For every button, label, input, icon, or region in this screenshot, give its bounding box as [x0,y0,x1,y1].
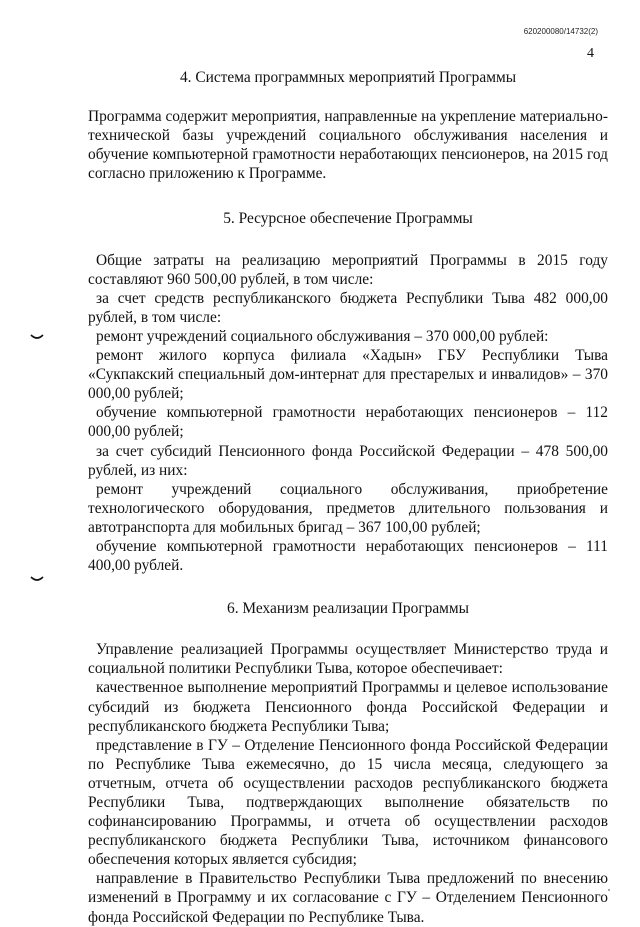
section-heading: 5. Ресурсное обеспечение Программы [223,210,473,228]
paragraph: Управление реализацией Программы осуществляет Министерство труда и социальной политики Республики Тыва, которое обеспечивает: [88,641,608,678]
scan-speck [608,889,610,891]
paragraph: Общие затраты на реализацию мероприятий Программы в 2015 году составляют 960 500,00 рублей, в том числе: [88,251,608,288]
paragraph: за счет средств республиканского бюджета Республики Тыва 482 000,00 рублей, в том числе: [88,289,608,326]
paragraph: обучение компьютерной грамотности неработающих пенсионеров – 111 400,00 рублей. [88,537,608,575]
paragraph: за счет субсидий Пенсионного фонда Российской Федерации – 478 500,00 рублей, из них: [88,442,608,479]
paragraph: представление в ГУ – Отделение Пенсионного фонда Российской Федерации по Республике Тыва ежемесячно, до 15 числа месяца, следующего за отчетным, отчета об осуществлении расходов республиканского бюджета Республики Тыва, подтверждающих выполнение обязательств по софинансированию Программы, и отчета об осуществлении расходов республиканского бюджета Республики Тыва, источником финансового обеспечения которых является субсидия; [88,736,608,869]
margin-mark [30,333,44,341]
paragraph: ремонт жилого корпуса филиала «Хадын» ГБУ Республики Тыва «Сукпакский специальный дом-интернат для престарелых и инвалидов» – 370 000,00 рублей; [88,347,608,403]
paragraph: ремонт учреждений социального обслуживания – 370 000,00 рублей: [96,327,549,345]
section-heading: 6. Механизм реализации Программы [227,600,469,618]
margin-mark [30,575,44,583]
paragraph: направление в Правительство Республики Тыва предложений по внесению изменений в Программу и их согласование с ГУ – Отделением Пенсионного фонда Российской Федерации по Республике Тыва. [88,870,608,926]
paragraph: Программа содержит мероприятия, направленные на укрепление материально-технической базы учреждений социального обслуживания населения и обучение компьютерной грамотности неработающих пенсионеров, на 2015 год согласно приложению к Программе. [88,108,608,183]
document-code: 620200080/14732(2) [523,27,598,36]
document-body [88,68,608,927]
page-number: 4 [587,46,594,61]
paragraph: обучение компьютерной грамотности неработающих пенсионеров – 112 000,00 рублей; [88,404,608,441]
section-heading: 4. Система программных мероприятий Программы [179,69,517,86]
paragraph: ремонт учреждений социального обслуживания, приобретение технологического оборудования, предметов длительного пользования и автотранспорта для мобильных бригад – 367 100,00 рублей; [88,480,608,536]
paragraph: качественное выполнение мероприятий Программы и целевое использование субсидий из бюджета Пенсионного фонда Российской Федерации и республиканского бюджета Республики Тыва; [88,679,608,735]
